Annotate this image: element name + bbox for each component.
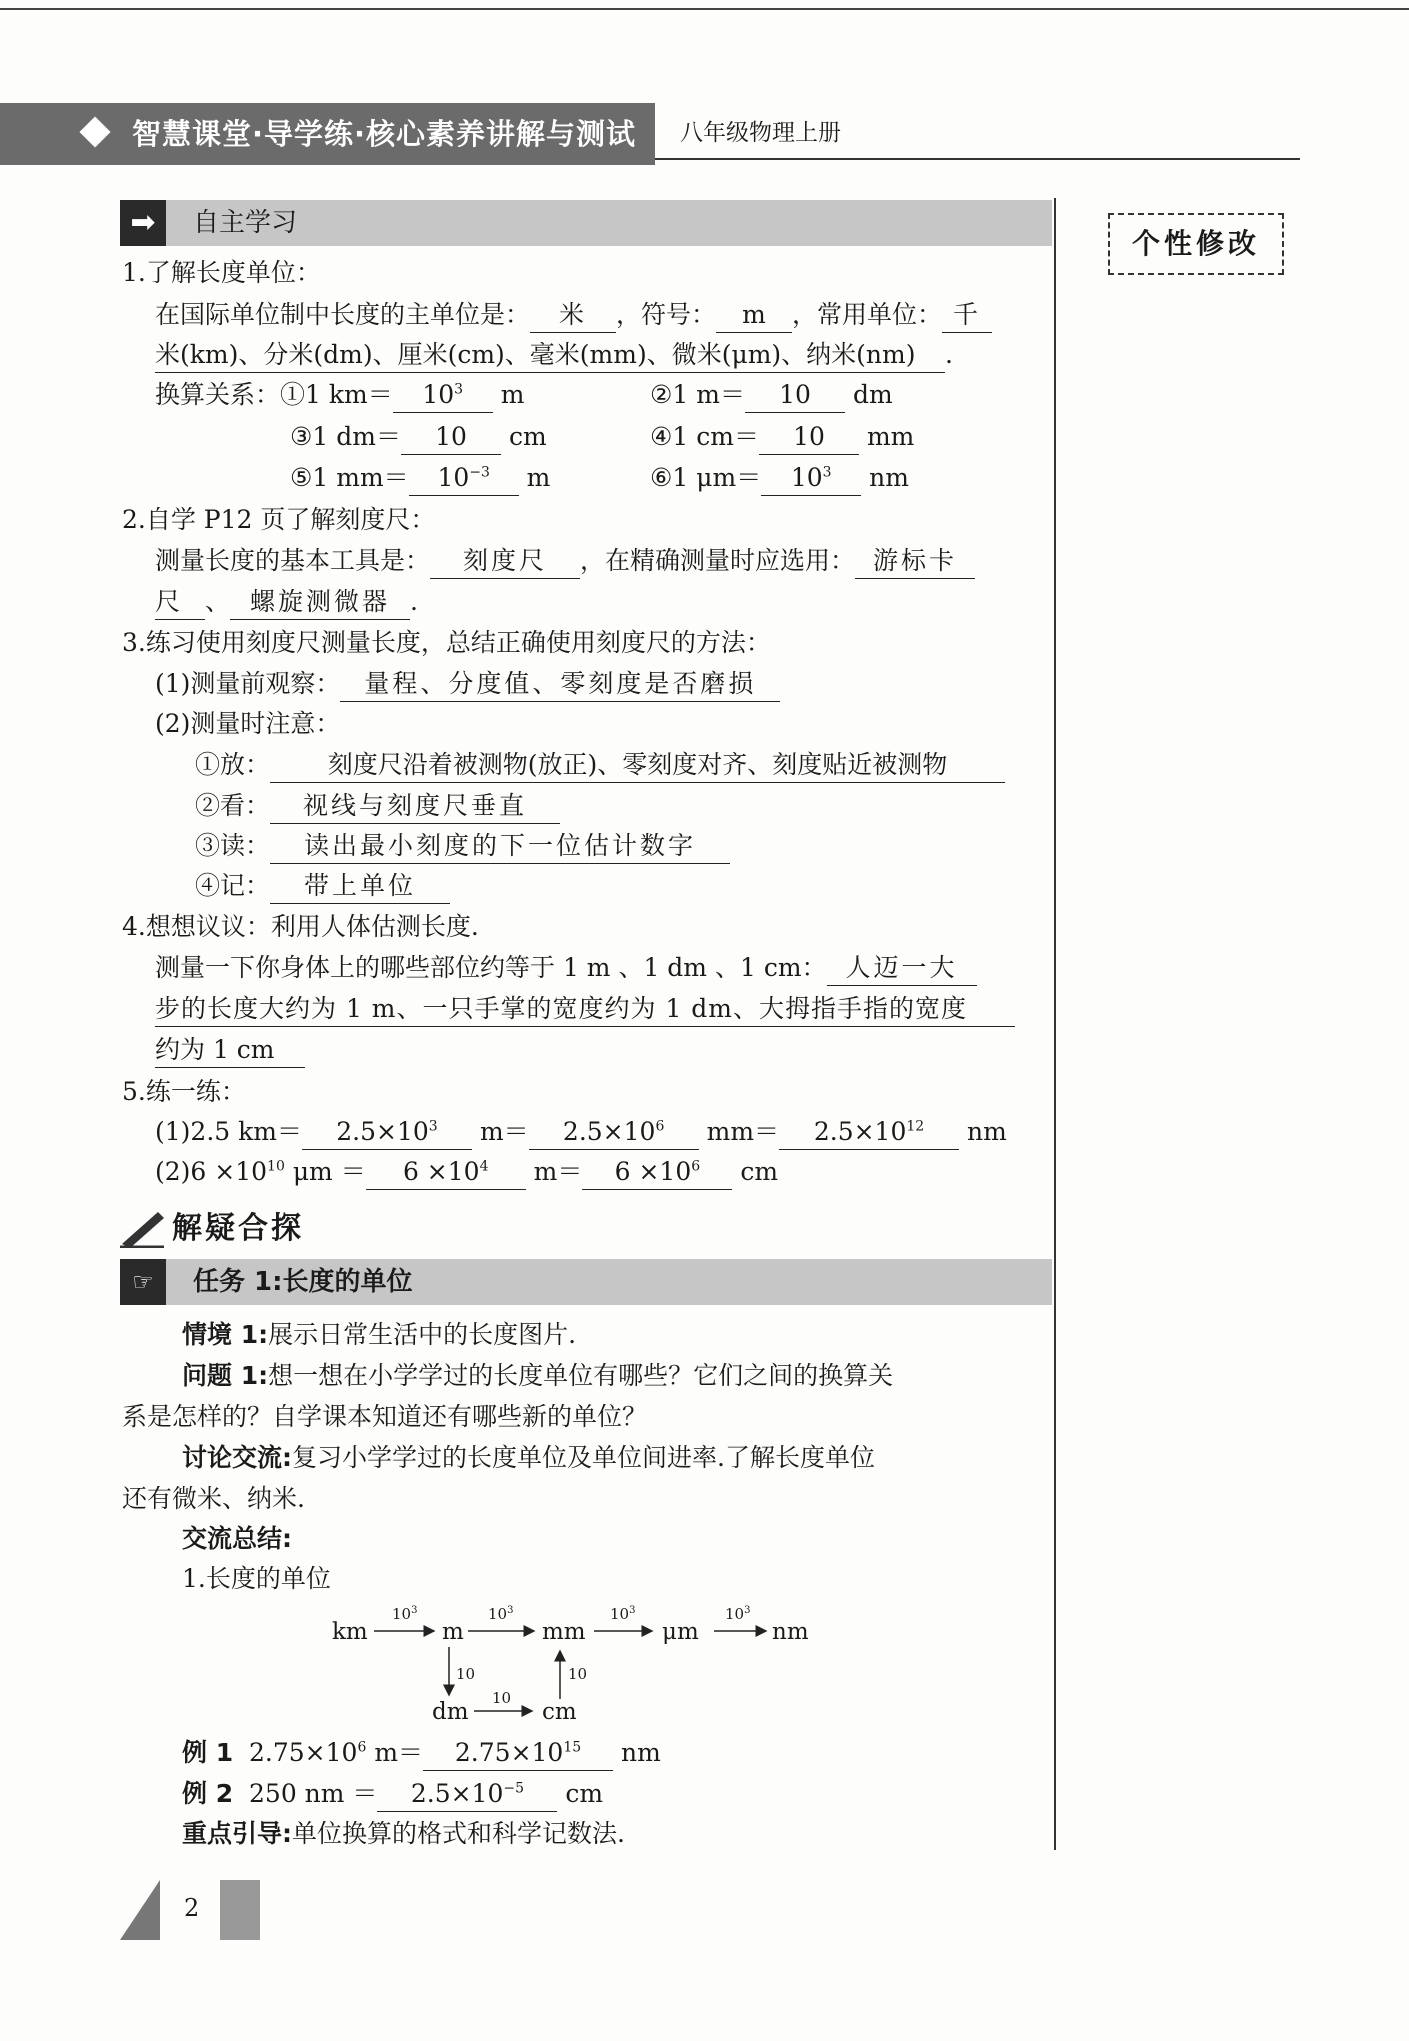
example-label: 例 1: [182, 1738, 234, 1767]
answer-body: 人迈一大: [827, 951, 977, 986]
conv-row-1b: [650, 378, 893, 413]
ratio-label: $10^3$: [392, 1605, 418, 1623]
conv-unit: mm: [866, 422, 915, 451]
example-1: [182, 1736, 661, 1771]
answer-body-cont: 步的长度大约为 1 m、一只手掌的宽度约为 1 dm、大拇指手指的宽度: [155, 992, 1015, 1027]
answer-precise: 游标卡: [855, 544, 975, 579]
problem-text: 想一想在小学学过的长度单位有哪些？它们之间的换算关: [268, 1361, 894, 1390]
exponent: 15: [563, 1739, 582, 1756]
conv-unit: dm: [852, 380, 893, 409]
ratio-label: 10: [568, 1665, 588, 1683]
conv-row-1: [155, 378, 524, 413]
q5-answer-1: [302, 1115, 472, 1150]
discuss-text: 复习小学学过的长度单位及单位间进率.了解长度单位: [292, 1443, 875, 1472]
exponent: 10: [267, 1158, 285, 1175]
q2-text: .: [410, 587, 418, 616]
top-rule: [0, 8, 1409, 10]
q5-line2: [155, 1155, 778, 1190]
q2-text: 、: [205, 587, 231, 616]
conv-row-3: [290, 461, 550, 496]
problem-line1: [182, 1359, 893, 1393]
situation: [182, 1318, 576, 1352]
q1-text: .: [945, 340, 953, 369]
task-title: 任务 1:长度的单位: [193, 1267, 413, 1297]
conv-text: ④1 cm＝: [650, 422, 759, 451]
answer-main-unit: 米: [530, 298, 616, 333]
ratio-label: 10: [492, 1689, 512, 1707]
q5-text: nm: [966, 1117, 1007, 1146]
q3-step-3: [195, 829, 730, 864]
key-guide: [182, 1817, 625, 1851]
discuss-line1: [182, 1441, 875, 1475]
ratio-label: $10^3$: [725, 1605, 751, 1623]
conv-row-2b: [650, 420, 914, 455]
q5-line1: [155, 1115, 1007, 1150]
q3-label: (1)测量前观察：: [155, 669, 341, 698]
header-rule: [655, 158, 1300, 160]
q3-step-1: [195, 748, 1005, 783]
exponent: 4: [479, 1158, 489, 1175]
discuss-line2: 还有微米、纳米.: [122, 1484, 305, 1513]
q3-label: ②看：: [195, 791, 271, 820]
book-subtitle: 八年级物理上册: [680, 120, 841, 146]
conv-answer-6: $10^3$: [761, 461, 861, 496]
q3-part2: (2)测量时注意：: [155, 709, 341, 738]
q4-text: 测量一下你身体上的哪些部位约等于 1 m 、1 dm 、1 cm：: [155, 953, 827, 982]
summary-item: 1.长度的单位: [182, 1564, 331, 1593]
answer-common-units: 千: [942, 298, 992, 333]
guide-text: 单位换算的格式和科学记数法.: [292, 1819, 625, 1848]
q3-label: ③读：: [195, 831, 271, 860]
q2-line2: [155, 585, 418, 620]
answer-body-end: 约为 1 cm: [155, 1033, 305, 1068]
q2-line1: [155, 544, 975, 579]
conv-unit: cm: [508, 422, 547, 451]
ratio-label: 10: [456, 1665, 476, 1683]
example-unit: nm: [621, 1738, 661, 1767]
unit-diagram: [320, 1595, 840, 1730]
section2-title: 解疑合探: [172, 1211, 304, 1246]
example-label: 例 2: [182, 1779, 234, 1808]
exponent: 6: [691, 1158, 701, 1175]
q3-label: ④记：: [195, 871, 271, 900]
q5-text: μm ＝: [292, 1157, 366, 1186]
ratio-label: $10^3$: [488, 1605, 514, 1623]
section-title: 自主学习: [193, 208, 298, 238]
conv-text: ②1 m＝: [650, 380, 745, 409]
q1-text: ，常用单位：: [792, 300, 943, 329]
q5-answer-4: [366, 1155, 526, 1190]
example-answer-base: 2.75×10: [454, 1738, 564, 1767]
q5-answer-base: 6 ×10: [402, 1157, 480, 1186]
exponent: 12: [906, 1118, 925, 1135]
q3-step-4: [195, 869, 450, 904]
example-unit: cm: [565, 1779, 604, 1808]
conv-answer-4: 10: [759, 420, 859, 455]
exponent: −5: [503, 1780, 525, 1797]
answer-look: 视线与刻度尺垂直: [270, 789, 560, 824]
q2-text: ，在精确测量时应选用：: [580, 546, 856, 575]
answer-precise-cont: 尺: [155, 585, 205, 620]
summary-label: 交流总结:: [182, 1524, 292, 1553]
conv-label: 换算关系：: [155, 380, 281, 409]
unit-m: m: [442, 1619, 464, 1645]
answer-symbol: m: [716, 298, 792, 333]
conv-unit: m: [500, 380, 525, 409]
q1-text: ，符号：: [616, 300, 717, 329]
answer-read: 读出最小刻度的下一位估计数字: [270, 829, 730, 864]
unit-dm: dm: [432, 1699, 469, 1725]
guide-label: 重点引导:: [182, 1819, 292, 1848]
answer-place: 刻度尺沿着被测物(放正)、零刻度对齐、刻度贴近被测物: [270, 748, 1005, 783]
unit-cm: cm: [542, 1699, 577, 1725]
exponent: 3: [428, 1118, 438, 1135]
q2-text: 测量长度的基本工具是：: [155, 546, 431, 575]
q5-text: m＝: [533, 1157, 583, 1186]
exponent: 3: [822, 464, 832, 481]
arrow-right-icon: ➡: [120, 200, 166, 246]
problem-label: 问题 1:: [182, 1361, 269, 1390]
conv-row-2: [290, 420, 547, 455]
q5-text: cm: [740, 1157, 779, 1186]
q5-answer-base: 2.5×10: [336, 1117, 429, 1146]
example-answer-base: 2.5×10: [410, 1779, 504, 1808]
q5-heading: 5.练一练：: [122, 1077, 246, 1106]
q5-text: m＝: [479, 1117, 529, 1146]
conv-text: ③1 dm＝: [290, 422, 401, 451]
exponent: 3: [454, 381, 464, 398]
q5-answer-5: [582, 1155, 732, 1190]
conv-text: ⑥1 μm＝: [650, 463, 762, 492]
q5-text: mm＝: [706, 1117, 780, 1146]
conv-text: ⑤1 mm＝: [290, 463, 409, 492]
q3-label: ①放：: [195, 750, 271, 779]
conv-unit: m: [526, 463, 551, 492]
q5-text: (1)2.5 km＝: [155, 1117, 302, 1146]
example-text: m＝: [374, 1738, 424, 1767]
pencil-icon: [120, 1208, 166, 1248]
conv-answer-3: 10: [401, 420, 501, 455]
q1-line2: [155, 338, 953, 373]
exponent: 6: [655, 1118, 665, 1135]
example-text: 250 nm ＝: [249, 1779, 378, 1808]
unit-um: μm: [662, 1619, 699, 1645]
problem-line2: 系是怎样的？自学课本知道还有哪些新的单位？: [122, 1402, 648, 1431]
unit-nm: nm: [772, 1619, 809, 1645]
answer-precise-2: 螺旋测微器: [230, 585, 410, 620]
answer-tool: 刻度尺: [430, 544, 580, 579]
margin-divider: [1054, 198, 1056, 1850]
conv-answer-1: $10^3$: [393, 378, 493, 413]
answer-common-units-cont: 米(km)、分米(dm)、厘米(cm)、毫米(mm)、微米(μm)、纳米(nm): [155, 338, 945, 373]
answer-record: 带上单位: [270, 869, 450, 904]
q1-text: 在国际单位制中长度的主单位是：: [155, 300, 531, 329]
conv-text: ①1 km＝: [280, 380, 393, 409]
ratio-label: $10^3$: [610, 1605, 636, 1623]
q4-line3: [155, 1033, 305, 1068]
exponent: −3: [469, 464, 490, 481]
q5-text: (2)6 ×10: [155, 1157, 268, 1186]
q5-answer-base: 2.5×10: [813, 1117, 907, 1146]
q5-answer-base: 2.5×10: [562, 1117, 656, 1146]
q5-answer-2: [529, 1115, 699, 1150]
conv-unit: nm: [869, 463, 909, 492]
example-2: [182, 1777, 603, 1812]
answer-observe: 量程、分度值、零刻度是否磨损: [340, 667, 780, 702]
unit-mm: mm: [542, 1619, 586, 1645]
q5-answer-3: [779, 1115, 959, 1150]
example-text: 2.75×10: [249, 1738, 358, 1767]
q3-step-2: [195, 789, 560, 824]
conv-row-3b: [650, 461, 909, 496]
example-1-answer: [423, 1736, 613, 1771]
q3-heading: 3.练习使用刻度尺测量长度，总结正确使用刻度尺的方法：: [122, 628, 771, 657]
example-2-answer: [377, 1777, 557, 1812]
page-number: 2: [184, 1894, 200, 1922]
pointing-hand-icon: ☞: [120, 1259, 166, 1305]
exponent: 6: [357, 1739, 367, 1756]
q4-line1: [155, 951, 977, 986]
unit-km: km: [332, 1619, 368, 1645]
q2-heading: 2.自学 P12 页了解刻度尺：: [122, 505, 436, 534]
situation-text: 展示日常生活中的长度图片.: [268, 1320, 577, 1349]
book-title: 智慧课堂·导学练·核心素养讲解与测试: [132, 117, 637, 151]
q5-answer-base: 6 ×10: [614, 1157, 692, 1186]
situation-label: 情境 1:: [182, 1320, 269, 1349]
q4-heading: 4.想想议议：利用人体估测长度.: [122, 912, 479, 941]
margin-label: 个性修改: [1108, 213, 1284, 275]
q1-heading: 1.了解长度单位：: [122, 258, 321, 287]
q1-line1: [155, 298, 992, 333]
q3-part1: [155, 667, 780, 702]
conv-answer-2: 10: [745, 378, 845, 413]
q4-line2: [155, 992, 1015, 1027]
conv-answer-5: $10^{-3}$: [409, 461, 519, 496]
discuss-label: 讨论交流:: [182, 1443, 292, 1472]
